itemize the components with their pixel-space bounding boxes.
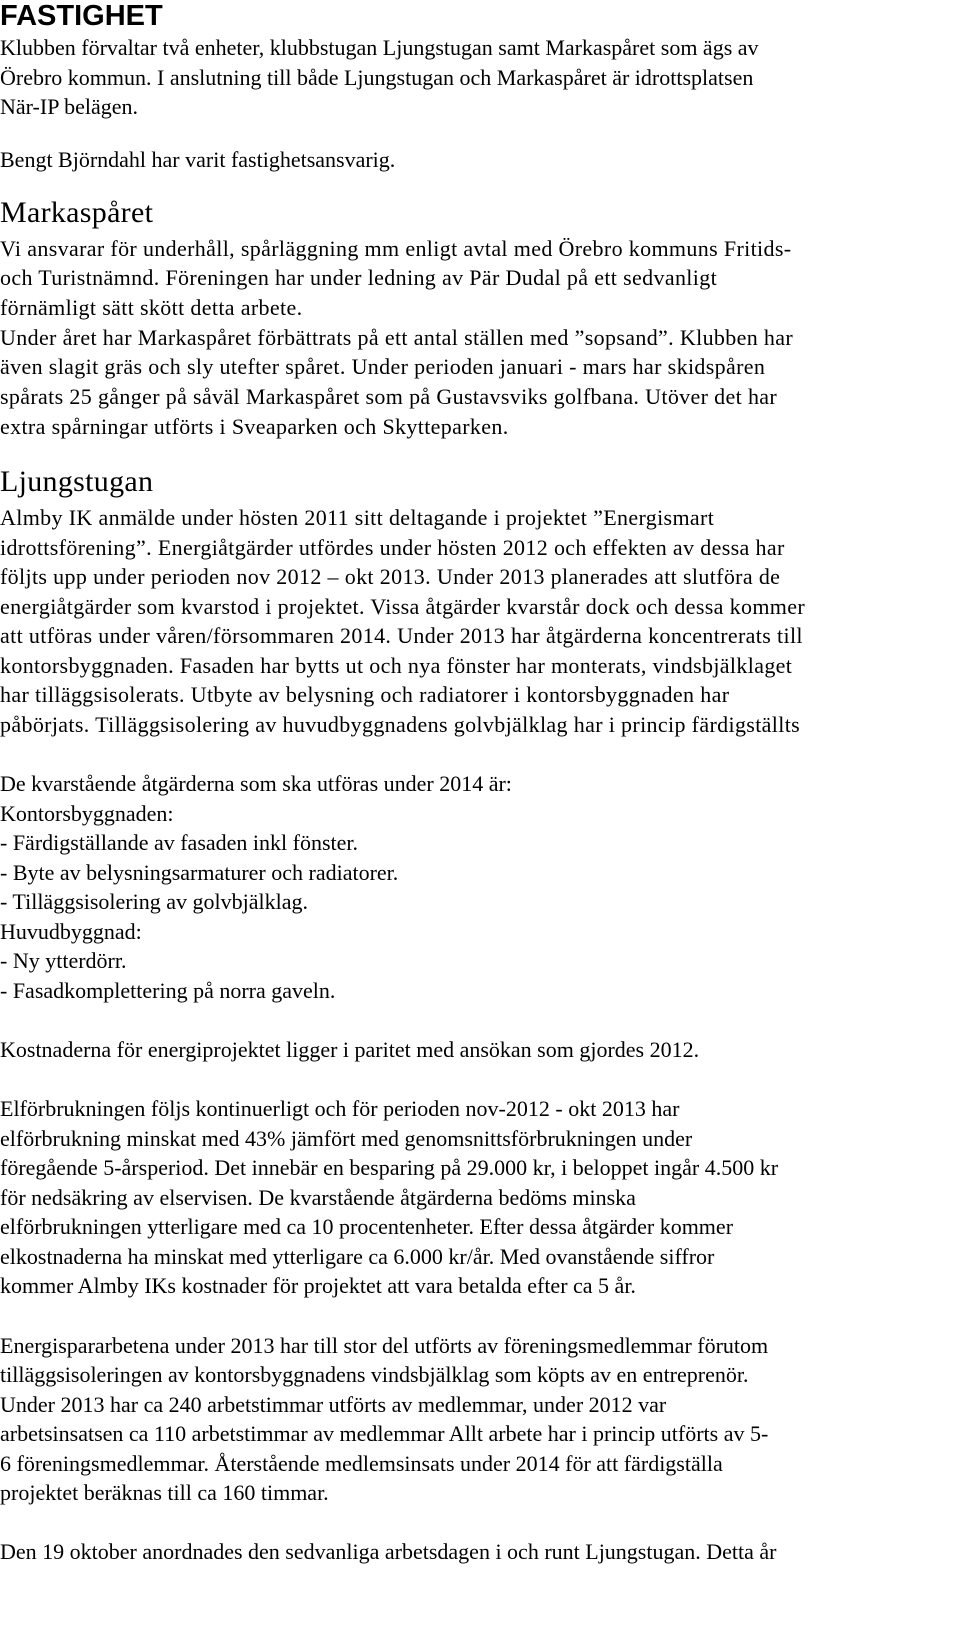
- paragraph-line: för nedsäkring av elservisen. De kvarstående åtgärderna bedöms minska: [0, 1185, 636, 1210]
- paragraph-line: arbetsinsatsen ca 110 arbetstimmar av medlemmar Allt arbete har i princip utförts av 5-: [0, 1421, 769, 1446]
- section-heading-markasparet: Markaspåret: [0, 196, 154, 229]
- intro-line: Bengt Björndahl har varit fastighetsansvarig.: [0, 147, 396, 172]
- intro-line: Örebro kommun. I anslutning till både Ljungstugan och Markaspåret är idrottsplatsen: [0, 65, 754, 90]
- paragraph-line: idrottsförening”. Energiåtgärder utfördes under hösten 2012 och effekten av dessa har: [0, 535, 785, 560]
- paragraph-line: Den 19 oktober anordnades den sedvanliga arbetsdagen i och runt Ljungstugan. Detta år: [0, 1539, 777, 1564]
- paragraph-line: kommer Almby IKs kostnader för projektet att vara betalda efter ca 5 år.: [0, 1273, 636, 1298]
- paragraph-line: extra spårningar utförts i Sveaparken och Skytteparken.: [0, 414, 509, 439]
- paragraph-line: föregående 5-årsperiod. Det innebär en besparing på 29.000 kr, i beloppet ingår 4.500 kr: [0, 1155, 779, 1180]
- paragraph-line: följts upp under perioden nov 2012 – okt 2013. Under 2013 planerades att slutföra de: [0, 564, 781, 589]
- paragraph-line: tilläggsisoleringen av kontorsbyggnadens vindsbjälklag som köpts av en entreprenör.: [0, 1362, 749, 1387]
- paragraph-line: Vi ansvarar för underhåll, spårläggning mm enligt avtal med Örebro kommuns Fritids-: [0, 236, 792, 261]
- intro-line: När-IP belägen.: [0, 94, 139, 119]
- paragraph-line: att utföras under våren/försommaren 2014. Under 2013 har åtgärderna koncentrerats till: [0, 623, 803, 648]
- list-item: - Färdigställande av fasaden inkl fönster.: [0, 830, 359, 855]
- paragraph-line: Kostnaderna för energiprojektet ligger i paritet med ansökan som gjordes 2012.: [0, 1037, 700, 1062]
- intro-line: Klubben förvaltar två enheter, klubbstugan Ljungstugan samt Markaspåret som ägs av: [0, 35, 759, 60]
- paragraph-line: elförbrukningen ytterligare med ca 10 procentenheter. Efter dessa åtgärder kommer: [0, 1214, 734, 1239]
- list-item: - Tilläggsisolering av golvbjälklag.: [0, 889, 308, 914]
- list-item: - Byte av belysningsarmaturer och radiatorer.: [0, 860, 399, 885]
- paragraph-line: Elförbrukningen följs kontinuerligt och för perioden nov-2012 - okt 2013 har: [0, 1096, 680, 1121]
- paragraph-line: även slagit gräs och sly utefter spåret. Under perioden januari - mars har skidspåren: [0, 354, 766, 379]
- section-heading-ljungstugan: Ljungstugan: [0, 465, 154, 498]
- paragraph-line: elförbrukning minskat med 43% jämfört med genomsnittsförbrukningen under: [0, 1126, 693, 1151]
- paragraph-line: 6 föreningsmedlemmar. Återstående medlemsinsats under 2014 för att färdigställa: [0, 1451, 723, 1476]
- paragraph-line: elkostnaderna ha minskat med ytterligare ca 6.000 kr/år. Med ovanstående siffror: [0, 1244, 715, 1269]
- paragraph-line: projektet beräknas till ca 160 timmar.: [0, 1480, 329, 1505]
- paragraph-line: Almby IK anmälde under hösten 2011 sitt deltagande i projektet ”Energismart: [0, 505, 715, 530]
- paragraph-line: Under 2013 har ca 240 arbetstimmar utförts av medlemmar, under 2012 var: [0, 1392, 667, 1417]
- list-item: - Ny ytterdörr.: [0, 948, 127, 973]
- paragraph-line: och Turistnämnd. Föreningen har under ledning av Pär Dudal på ett sedvanligt: [0, 265, 718, 290]
- paragraph-line: Under året har Markaspåret förbättrats på ett antal ställen med ”sopsand”. Klubben har: [0, 325, 794, 350]
- document-title: FASTIGHET: [0, 0, 163, 32]
- paragraph-line: energiåtgärder som kvarstod i projektet. Vissa åtgärder kvarstår dock och dessa kommer: [0, 594, 806, 619]
- list-item: - Fasadkomplettering på norra gaveln.: [0, 978, 336, 1003]
- list-subheading: Huvudbyggnad:: [0, 919, 142, 944]
- paragraph-line: påbörjats. Tilläggsisolering av huvudbyggnadens golvbjälklag har i princip färdigställts: [0, 712, 801, 737]
- paragraph-line: spårats 25 gånger på såväl Markaspåret som på Gustavsviks golfbana. Utöver det har: [0, 384, 778, 409]
- list-intro: De kvarstående åtgärderna som ska utföras under 2014 är:: [0, 771, 512, 796]
- paragraph-line: har tilläggsisolerats. Utbyte av belysning och radiatorer i kontorsbyggnaden har: [0, 682, 730, 707]
- paragraph-line: kontorsbyggnaden. Fasaden har bytts ut och nya fönster har monterats, vindsbjälklaget: [0, 653, 793, 678]
- paragraph-line: Energispararbetena under 2013 har till stor del utförts av föreningsmedlemmar förutom: [0, 1333, 769, 1358]
- list-subheading: Kontorsbyggnaden:: [0, 801, 174, 826]
- paragraph-line: förnämligt sätt skött detta arbete.: [0, 295, 303, 320]
